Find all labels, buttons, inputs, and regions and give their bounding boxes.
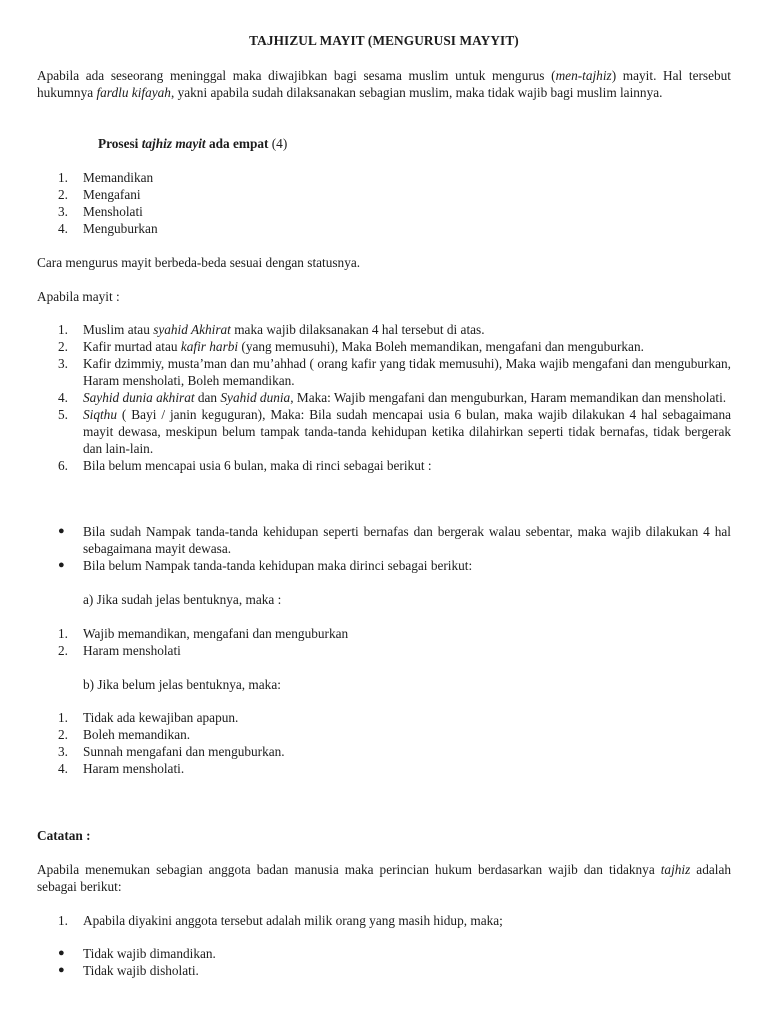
intro-italic-2: fardlu kifayah <box>96 85 171 100</box>
prosesi-d: (4) <box>268 136 288 151</box>
list-item <box>37 321 731 338</box>
list-item <box>37 523 731 557</box>
bullet-icon: ● <box>58 964 65 976</box>
list-number: 1. <box>58 913 68 928</box>
list-number: 2. <box>58 643 68 658</box>
catatan-paragraph <box>37 861 731 895</box>
list-item <box>37 457 731 474</box>
intro-text-3: , yakni apabila sudah dilaksanakan sebagian muslim, maka tidak wajib bagi muslim lainnya. <box>170 85 663 100</box>
list-number: 4. <box>58 221 68 236</box>
bullet-list-1 <box>37 523 731 574</box>
list-item-text: Memandikan <box>83 170 154 185</box>
intro-text-1: Apabila ada seseorang meninggal maka diwajibkan bagi sesama muslim untuk mengurus ( <box>37 68 556 83</box>
list-italic: kafir harbi <box>180 339 239 354</box>
list-item <box>37 557 731 574</box>
list-item <box>37 186 731 203</box>
list-number: 4. <box>58 761 68 776</box>
list-item-text: Bila belum Nampak tanda-tanda kehidupan maka dirinci sebagai berikut: <box>83 558 473 573</box>
sub-heading-b: b) Jika belum jelas bentuknya, maka: <box>83 677 281 692</box>
list-number: 3. <box>58 356 68 371</box>
list-item <box>37 169 731 186</box>
list-text: Kafir dzimmiy, musta’man dan mu’ahhad ( orang kafir yang tidak memusuhi), Maka wajib mengafani dan menguburkan, Haram mensholati, Boleh memandikan. <box>83 356 731 388</box>
list-number: 2. <box>58 339 68 354</box>
list-item-text: Bila sudah Nampak tanda-tanda kehidupan seperti bernafas dan bergerak walau sebentar, maka wajib dilakukan 4 hal sebagaimana mayit dewasa. <box>83 524 731 556</box>
list-text: ( Bayi / janin keguguran), Maka: Bila sudah mencapai usia 6 bulan, maka wajib dilakukan 4 hal sebagaimana mayit dewasa, meskipun belum tampak tanda-tanda kehidupan ketika dilahirkan seperti tidak bernafas, tidak bergerak dan lain-lain. <box>83 407 731 456</box>
list-number: 5. <box>58 407 68 422</box>
status-list <box>37 321 731 474</box>
catatan-text-b: adalah sebagai berikut: <box>37 862 731 894</box>
catatan-italic: tajhiz <box>660 862 691 877</box>
list-text: , Maka: Wajib mengafani dan menguburkan, Haram memandikan dan mensholati. <box>290 390 727 405</box>
bullet-icon: ● <box>58 525 65 537</box>
prosesi-list <box>37 169 731 237</box>
list-italic: Sayhid dunia akhirat <box>83 390 195 405</box>
list-italic: syahid Akhirat <box>153 322 231 337</box>
intro-italic-1: men-tajhiz <box>555 68 612 83</box>
intro-text-2: ) mayit. Hal tersebut hukumnya <box>37 68 732 100</box>
list-number: 1. <box>58 170 68 185</box>
list-text: maka wajib dilaksanakan 4 hal tersebut di atas. <box>230 322 485 337</box>
list-text: dan <box>194 390 221 405</box>
catatan-heading: Catatan : <box>37 828 91 843</box>
list-item-text: Sunnah mengafani dan menguburkan. <box>83 744 285 759</box>
list-item <box>37 726 731 743</box>
list-number: 1. <box>58 626 68 641</box>
list-text: (yang memusuhi), Maka Boleh memandikan, mengafani dan menguburkan. <box>238 339 644 354</box>
list-number: 1. <box>58 322 68 337</box>
list-item <box>37 642 731 659</box>
prosesi-a: Prosesi <box>98 136 142 151</box>
catatan-text-a: Apabila menemukan sebagian anggota badan manusia maka perincian hukum berdasarkan wajib dan tidaknya <box>37 862 661 877</box>
list-item-text: Wajib memandikan, mengafani dan menguburkan <box>83 626 349 641</box>
list-item-text: Mensholati <box>83 204 143 219</box>
list-item <box>37 406 731 457</box>
bullet-list-2 <box>37 945 731 979</box>
list-text: Kafir murtad atau <box>83 339 181 354</box>
list-italic: Syahid dunia <box>220 390 291 405</box>
prosesi-heading <box>98 135 768 152</box>
list-item <box>37 743 731 760</box>
prosesi-c: ada empat <box>205 136 269 151</box>
list-item-text: Apabila diyakini anggota tersebut adalah milik orang yang masih hidup, maka; <box>83 913 503 928</box>
list-number: 3. <box>58 204 68 219</box>
list-item-text: Haram mensholati. <box>83 761 185 776</box>
list-number: 2. <box>58 727 68 742</box>
bullet-icon: ● <box>58 559 65 571</box>
list-item <box>37 355 731 389</box>
list-item-text: Tidak ada kewajiban apapun. <box>83 710 239 725</box>
apabila-heading: Apabila mayit : <box>37 289 120 304</box>
intro-paragraph <box>37 67 731 101</box>
list-item <box>37 962 731 979</box>
list-b <box>37 709 731 777</box>
sub-heading-a: a) Jika sudah jelas bentuknya, maka : <box>83 592 282 607</box>
list-number: 3. <box>58 744 68 759</box>
list-item <box>37 912 731 929</box>
document-title: TAJHIZUL MAYIT (MENGURUSI MAYYIT) <box>249 33 519 48</box>
list-number: 6. <box>58 458 68 473</box>
list-text: Muslim atau <box>83 322 154 337</box>
list-italic: Siqthu <box>83 407 117 422</box>
list-item <box>37 709 731 726</box>
list-item-text: Mengafani <box>83 187 141 202</box>
list-item <box>37 945 731 962</box>
list-item-text: Menguburkan <box>83 221 158 236</box>
list-item-text: Tidak wajib dimandikan. <box>83 946 216 961</box>
list-a <box>37 625 731 659</box>
cara-paragraph: Cara mengurus mayit berbeda-beda sesuai dengan statusnya. <box>37 255 361 270</box>
prosesi-b: tajhiz mayit <box>141 136 206 151</box>
list-item <box>37 625 731 642</box>
list-number: 4. <box>58 390 68 405</box>
list-item-text: Boleh memandikan. <box>83 727 191 742</box>
bullet-icon: ● <box>58 947 65 959</box>
list-item <box>37 389 731 406</box>
list-item <box>37 760 731 777</box>
list-number: 1. <box>58 710 68 725</box>
list-item-text: Haram mensholati <box>83 643 181 658</box>
catatan-list <box>37 912 731 929</box>
list-item <box>37 220 731 237</box>
list-text: Bila belum mencapai usia 6 bulan, maka di rinci sebagai berikut : <box>83 458 432 473</box>
list-item <box>37 338 731 355</box>
list-item <box>37 203 731 220</box>
list-item-text: Tidak wajib disholati. <box>83 963 199 978</box>
list-number: 2. <box>58 187 68 202</box>
